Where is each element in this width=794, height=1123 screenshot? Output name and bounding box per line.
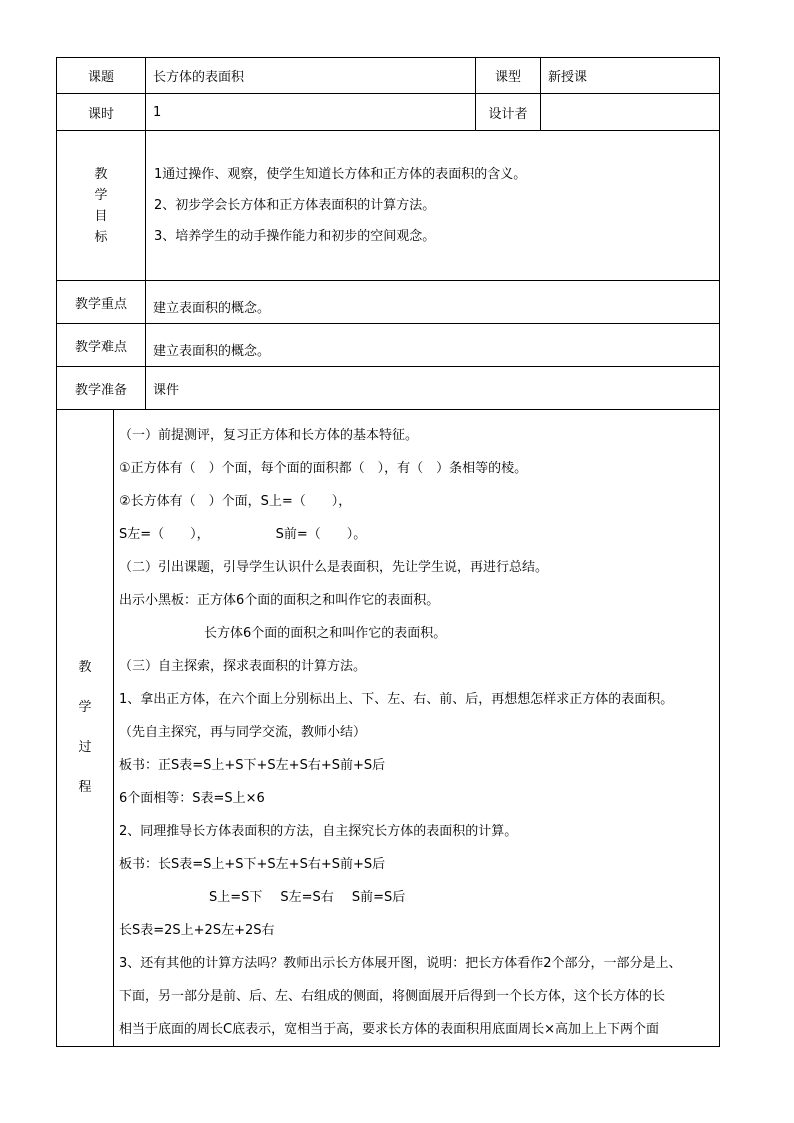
- process-line: 下面，另一部分是前、后、左、右组成的侧面，将侧面展开后得到一个长方体，这个长方体的长: [119, 989, 666, 1004]
- topic-label: 课题: [57, 58, 146, 94]
- type-value: 新授课: [541, 58, 720, 94]
- type-label: 课型: [476, 58, 541, 94]
- goal-item: 3、培养学生的动手操作能力和初步的空间观念。: [154, 229, 436, 244]
- row-difficulty: [57, 324, 720, 367]
- process-line-part: S前=S后: [351, 890, 406, 905]
- process-content: [114, 410, 720, 1047]
- process-line: （二）引出课题，引导学生认识什么是表面积，先让学生说，再进行总结。: [119, 560, 549, 575]
- row-goals: [57, 131, 720, 281]
- period-label: 课时: [57, 94, 146, 131]
- row-preparation: [57, 367, 720, 410]
- process-line: （一）前提测评，复习正方体和长方体的基本特征。: [119, 428, 419, 443]
- period-value: 1: [146, 94, 476, 131]
- process-line: 1、拿出正方体，在六个面上分别标出上、下、左、右、前、后，再想想怎样求正方体的表面积。: [119, 692, 674, 707]
- process-line: ②长方体有（ ）个面，S上=（ ），: [119, 494, 352, 509]
- row-key-point: [57, 281, 720, 324]
- goals-label: [57, 131, 146, 281]
- preparation-label: 教学准备: [57, 367, 146, 410]
- process-line: 出示小黑板：正方体6个面的面积之和叫作它的表面积。: [119, 593, 440, 608]
- process-line: （三）自主探索，探求表面积的计算方法。: [119, 659, 367, 674]
- row-process: [57, 410, 720, 1047]
- process-line: 2、同理推导长方体表面积的方法，自主探究长方体的表面积的计算。: [119, 824, 518, 839]
- process-line: 板书：正S表=S上+S下+S左+S右+S前+S后: [119, 758, 386, 773]
- key-point-value: 建立表面积的概念。: [146, 281, 720, 324]
- process-line: 3、还有其他的计算方法吗？教师出示长方体展开图，说明：把长方体看作2个部分，一部分是上、: [119, 956, 682, 971]
- goals-label-char: 目: [94, 208, 108, 224]
- process-line-part: S上=S下: [209, 890, 263, 905]
- row-topic: [57, 58, 720, 94]
- process-label-char: 程: [78, 780, 92, 795]
- process-line: 6个面相等：S表=S上×6: [119, 791, 265, 806]
- goals-label-char: 学: [94, 187, 108, 203]
- difficulty-label: 教学难点: [57, 324, 146, 367]
- process-line: [119, 881, 719, 914]
- lesson-plan-table: [56, 57, 720, 1047]
- goals-content: [146, 131, 720, 281]
- preparation-value: 课件: [146, 367, 720, 410]
- process-line-part: S左=S右: [280, 890, 334, 905]
- designer-label: 设计者: [476, 94, 541, 131]
- goals-label-char: 教: [94, 166, 108, 182]
- process-line: 相当于底面的周长C底表示，宽相当于高，要求长方体的表面积用底面周长×高加上上下两个面: [119, 1022, 659, 1037]
- process-line-part: S左=（ ），: [119, 527, 210, 542]
- process-line: （先自主探究，再与同学交流，教师小结）: [119, 725, 367, 740]
- difficulty-value: 建立表面积的概念。: [146, 324, 720, 367]
- process-line: [119, 518, 719, 551]
- process-label: [57, 410, 114, 1047]
- process-line: 长S表=2S上+2S左+2S右: [119, 923, 275, 938]
- goal-item: 1通过操作、观察，使学生知道长方体和正方体的表面积的含义。: [154, 167, 527, 182]
- process-line-part: S前=（ ）。: [275, 527, 367, 542]
- process-label-char: 过: [78, 740, 92, 755]
- designer-value: [541, 94, 720, 131]
- key-point-label: 教学重点: [57, 281, 146, 324]
- process-line: ①正方体有（ ）个面，每个面的面积都（ ），有（ ）条相等的棱。: [119, 461, 528, 476]
- process-line: 长方体6个面的面积之和叫作它的表面积。: [204, 626, 447, 641]
- process-label-char: 教: [78, 660, 92, 675]
- process-line: 板书：长S表=S上+S下+S左+S右+S前+S后: [119, 857, 386, 872]
- goal-item: 2、初步学会长方体和正方体表面积的计算方法。: [154, 198, 436, 213]
- row-period: [57, 94, 720, 131]
- goals-label-char: 标: [94, 229, 108, 245]
- process-label-char: 学: [78, 700, 92, 715]
- topic-value: 长方体的表面积: [146, 58, 476, 94]
